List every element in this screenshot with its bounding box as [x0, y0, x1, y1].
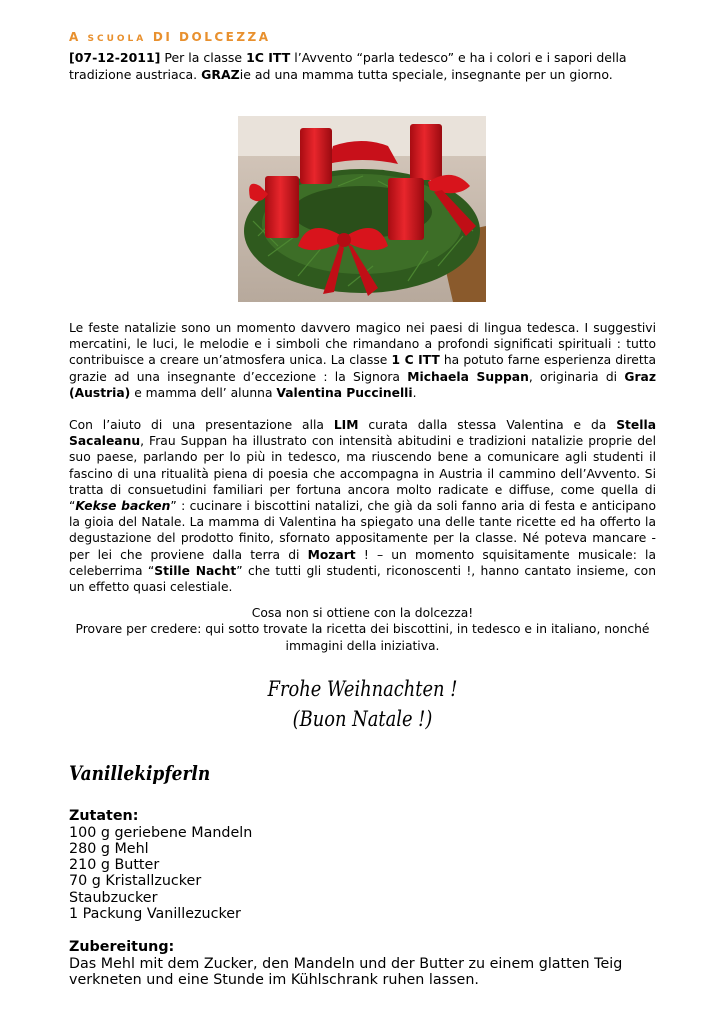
kekse-backen: Kekse backen [75, 499, 171, 514]
teacher-name: Michaela Suppan [407, 369, 529, 384]
stille-nacht: Stille Nacht [154, 563, 237, 578]
recipe-title: Vanillekipferln [69, 760, 211, 785]
section-title [69, 30, 656, 47]
stella-name: Stella Sacaleanu [69, 418, 656, 449]
paragraph-text: curata dalla stessa Valentina e da [358, 418, 617, 433]
intro-text: Per la classe [160, 50, 247, 65]
section-title-rest: DI DOLCEZZA [152, 30, 271, 44]
closing-line-2: Provare per credere: qui sotto trovate la ricetta dei biscottini, in tedesco e in italiano, nonché immagini della iniziativa. [75, 622, 650, 653]
paragraph-text: Le feste natalizie sono un momento davvero magico nei paesi di lingua tedesca. I suggestivi mercatini, le luci, le melodie e i simboli che rimandano a profondi significati spirituali : tutto contribuisce a creare un’atmosfera unica. La classe [69, 321, 656, 368]
document-page [69, 30, 656, 988]
greeting-line-1: Frohe Weihnachten ! [267, 676, 458, 701]
graz-word: GRAZ [201, 67, 240, 82]
intro-text: l’Avvento “parla tedesco” e ha i colori e i sapori della tradizione austriaca. [69, 50, 627, 82]
ingredients-heading: Zutaten: [69, 807, 139, 824]
ingredient-item: 1 Packung Vanillezucker [69, 905, 241, 922]
intro-text: ie ad una mamma tutta speciale, insegnante per un giorno. [239, 67, 613, 82]
section-title-initial: A [69, 30, 81, 44]
paragraph-text: . [412, 385, 417, 400]
article-date: [07-12-2011] [69, 50, 161, 65]
preparation-text: Das Mehl mit dem Zucker, den Mandeln und der Butter zu einem glatten Teig verkneten und eine Stunde im Kühlschrank ruhen lassen. [69, 956, 623, 989]
paragraph-text: ! – un momento squisitamente musicale: la celeberrima “ [69, 547, 656, 578]
city-name: Graz (Austria) [69, 369, 656, 400]
paragraph-text: , originaria di [528, 369, 625, 384]
ingredient-item: 280 g Mehl [69, 841, 149, 858]
ingredient-item: Staubzucker [69, 889, 158, 906]
paragraph-1 [69, 320, 656, 401]
preparation-heading: Zubereitung: [69, 939, 175, 956]
ingredient-item: 70 g Kristallzucker [69, 873, 202, 890]
paragraph-text: ” che tutti gli studenti, riconoscenti !, hanno cantato insieme, con un effetto quasi celestiale. [69, 563, 656, 595]
paragraph-2 [69, 417, 656, 595]
mozart-name: Mozart [307, 547, 356, 562]
class-name: 1C ITT [246, 50, 291, 65]
ingredients-list [69, 825, 656, 922]
paragraph-text: ” : cucinare i biscottini natalizi, che già da soli fanno aria di festa e anticipano la gioia del Natale. La mamma di Valentina ha spiegato una delle tante ricette ed ha offerto la degustazione del prodotto finito, sfornato appositamente per la classe. Né poteva mancare - per lei che proviene dalla terra di [69, 499, 656, 562]
lim-word: LIM [333, 418, 359, 433]
student-name: Valentina Puccinelli [276, 385, 413, 400]
paragraph-text: Con l’aiuto di una presentazione alla [69, 418, 334, 433]
ingredient-item: 210 g Butter [69, 857, 160, 874]
paragraph-text: e mamma dell’ alunna [130, 385, 277, 400]
greeting-line-2: (Buon Natale !) [292, 706, 433, 731]
paragraph-text: , Frau Suppan ha illustrato con intensità abitudini e tradizioni natalizie proprie del suo paese, parlando per lo più in tedesco, ma riuscendo bene a comunicare agli studenti il fascino di una ritualità piena di poesia che accompagna in Austria il cammino dell’Avvento. Si tratta di consuetudini familiari per fortuna ancora molto radicate e diffuse, come quella di “ [69, 434, 656, 514]
class-name: 1 C ITT [391, 353, 440, 368]
intro-paragraph [69, 49, 656, 83]
closing-line-1: Cosa non si ottiene con la dolcezza! [251, 606, 474, 621]
advent-wreath-photo [238, 116, 486, 302]
ingredient-item: 100 g geriebene Mandeln [69, 824, 253, 841]
section-title-scuola: SCUOLA [87, 34, 147, 44]
paragraph-text: ha potuto farne esperienza diretta grazie ad una insegnante d’eccezione : la Signora [69, 353, 657, 384]
